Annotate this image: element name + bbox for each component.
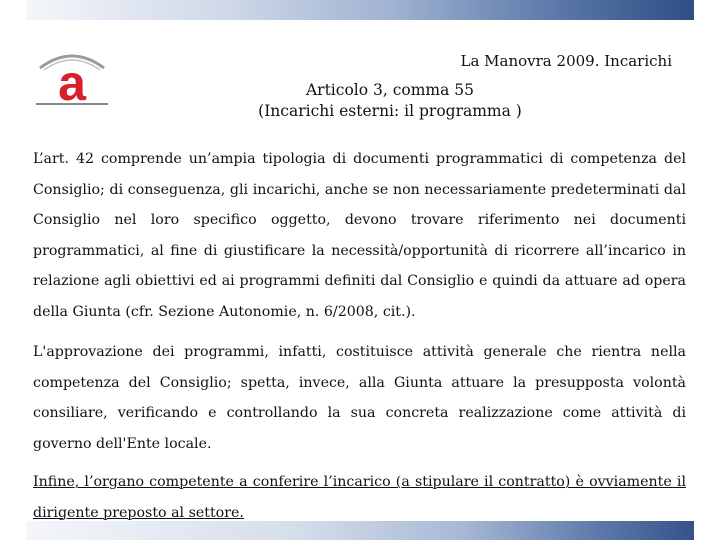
logo-letter: a — [58, 55, 86, 106]
top-decorative-bar — [26, 0, 694, 20]
header-title: La Manovra 2009. Incarichi — [460, 52, 672, 70]
bottom-decorative-bar — [26, 521, 694, 540]
paragraph-1: L’art. 42 comprende un’ampia tipologia di documenti programmatici di competenza del Consiglio; di conseguenza, gli incarichi, anche se non necessariamente predeterminati dal Consiglio nel loro specifico oggetto, devono trovare riferimento nei documenti programmatici, al fine di giustificare la necessità/opportunità di ricorrere all’incarico in relazione agli obiettivi ed ai programmi definiti dal Consiglio e quindi da attuare ad opera della Giunta (cfr. Sezione Autonomie, n. 6/2008, cit.). — [33, 151, 686, 320]
subtitle-line-2: (Incarichi esterni: il programma ) — [258, 102, 522, 120]
paragraph-2: L'approvazione dei programmi, infatti, costituisce attività generale che rientra nella competenza del Consiglio; spetta, invece, alla Giunta attuare la presupposta volontà consiliare, verificando e controllando la sua concreta realizzazione come attività di governo dell'Ente locale. — [33, 344, 686, 452]
subtitle-line-1: Articolo 3, comma 55 — [305, 81, 475, 99]
paragraph-3: Infine, l’organo competente a conferire l’incarico (a stipulare il contratto) è ovviamente il dirigente preposto al settore. — [33, 474, 686, 521]
slide-subtitle — [0, 80, 720, 122]
